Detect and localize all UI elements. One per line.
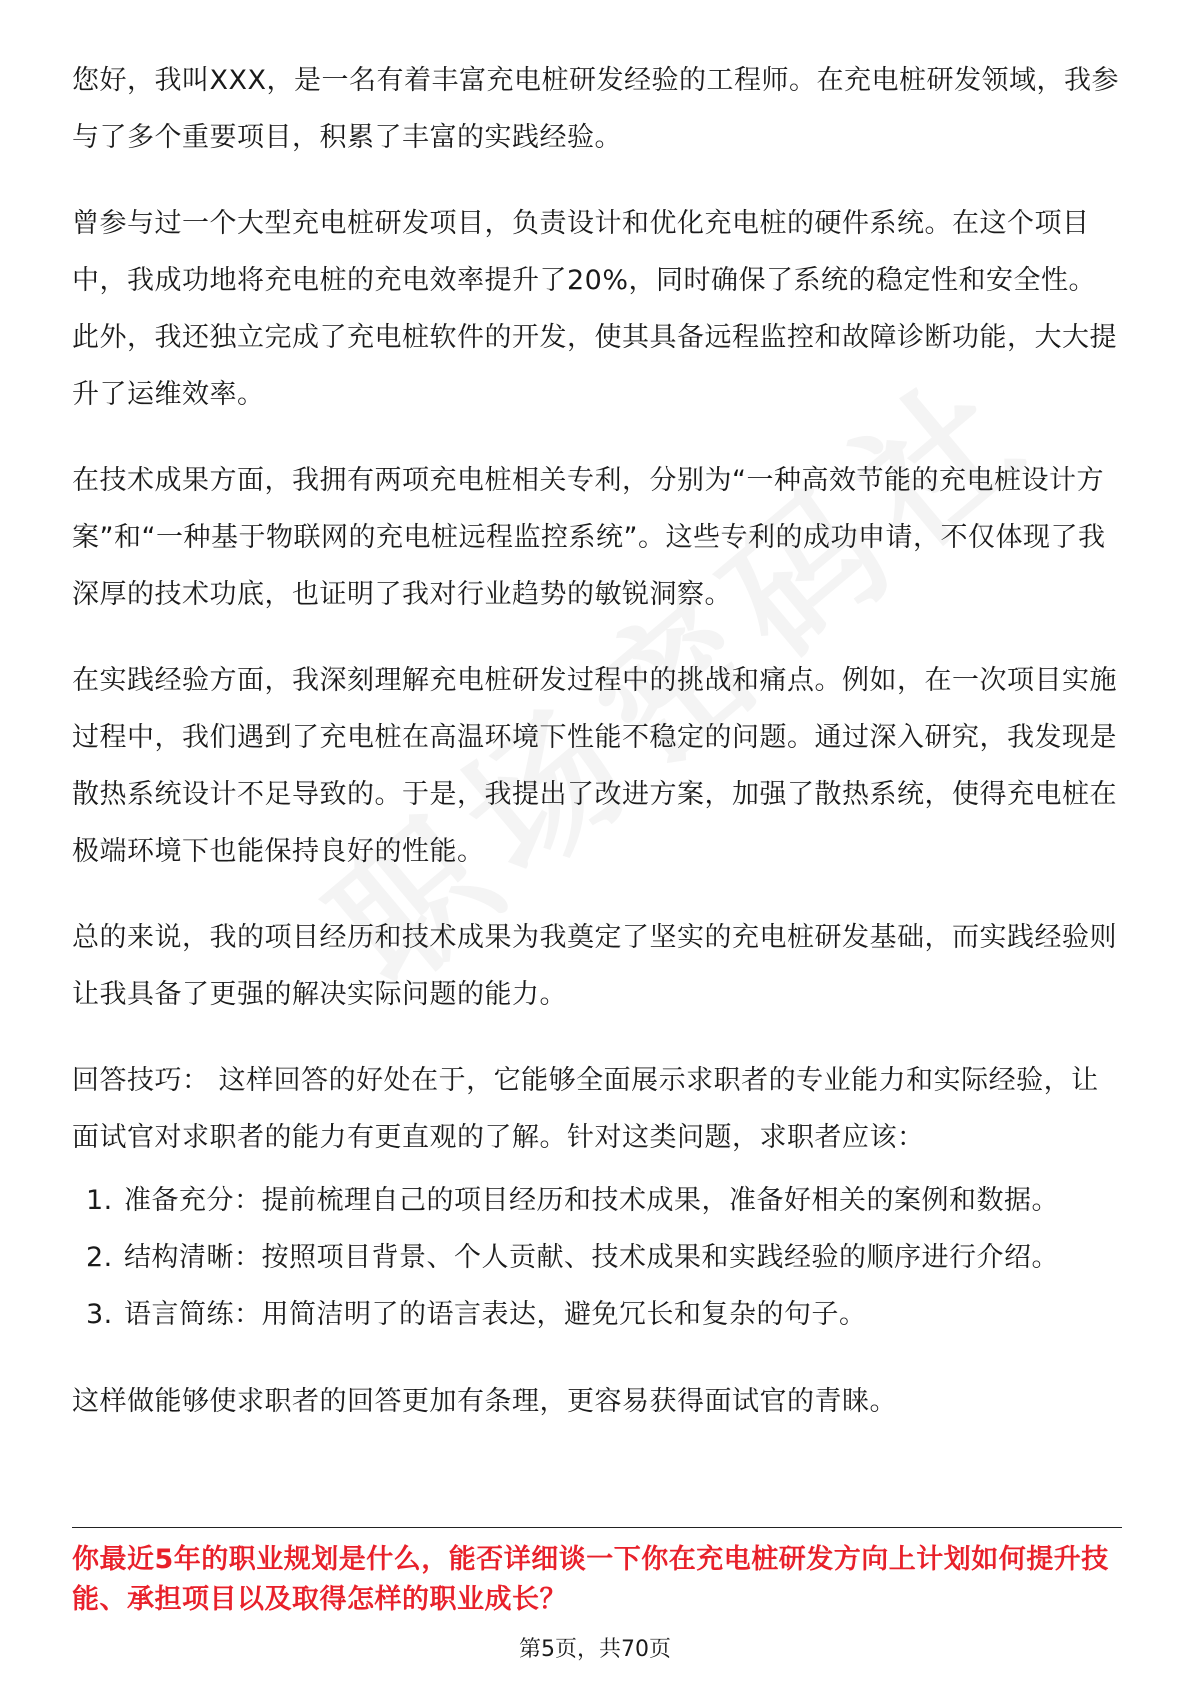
list-item-text: 语言简练：用简洁明了的语言表达，避免冗长和复杂的句子。	[124, 1299, 867, 1330]
next-question-heading: 你最近5年的职业规划是什么，能否详细谈一下你在充电桩研发方向上计划如何提升技能、承担项目以及取得怎样的职业成长？	[72, 1544, 1109, 1615]
closing-paragraph: 这样做能够使求职者的回答更加有条理，更容易获得面试官的青睐。	[72, 1386, 897, 1417]
summary-paragraph: 总的来说，我的项目经历和技术成果为我奠定了坚实的充电桩研发基础，而实践经验则让我具备了更强的解决实际问题的能力。	[72, 922, 1117, 1010]
experience-paragraph: 在实践经验方面，我深刻理解充电桩研发过程中的挑战和痛点。例如，在一次项目实施过程中，我们遇到了充电桩在高温环境下性能不稳定的问题。通过深入研究，我发现是散热系统设计不足导致的。于是，我提出了改进方案，加强了散热系统，使得充电桩在极端环境下也能保持良好的性能。	[72, 665, 1117, 867]
tips-intro-paragraph: 回答技巧： 这样回答的好处在于，它能够全面展示求职者的专业能力和实际经验，让面试官对求职者的能力有更直观的了解。针对这类问题，求职者应该：	[72, 1065, 1099, 1153]
achievements-paragraph: 在技术成果方面，我拥有两项充电桩相关专利，分别为“一种高效节能的充电桩设计方案”和“一种基于物联网的充电桩远程监控系统”。这些专利的成功申请，不仅体现了我深厚的技术功底，也证明了我对行业趋势的敏锐洞察。	[72, 465, 1106, 610]
intro-paragraph: 您好，我叫XXX，是一名有着丰富充电桩研发经验的工程师。在充电桩研发领域，我参与了多个重要项目，积累了丰富的实践经验。	[72, 65, 1119, 153]
page-number: 第5页，共70页	[519, 1637, 671, 1662]
list-number: 3.	[86, 1299, 113, 1330]
list-item	[72, 1229, 1122, 1286]
list-item-text: 结构清晰：按照项目背景、个人贡献、技术成果和实践经验的顺序进行介绍。	[124, 1242, 1059, 1273]
list-number: 1.	[86, 1185, 113, 1216]
project-paragraph: 曾参与过一个大型充电桩研发项目，负责设计和优化充电桩的硬件系统。在这个项目中，我成功地将充电桩的充电效率提升了20%，同时确保了系统的稳定性和安全性。此外，我还独立完成了充电桩软件的开发，使其具备远程监控和故障诊断功能，大大提升了运维效率。	[72, 208, 1117, 410]
answer-content	[72, 52, 1122, 1459]
section-divider	[72, 1527, 1122, 1528]
list-number: 2.	[86, 1242, 113, 1273]
list-item	[72, 1172, 1122, 1229]
list-item-text: 准备充分：提前梳理自己的项目经历和技术成果，准备好相关的案例和数据。	[124, 1185, 1059, 1216]
tips-list	[72, 1172, 1122, 1343]
list-item	[72, 1286, 1122, 1343]
